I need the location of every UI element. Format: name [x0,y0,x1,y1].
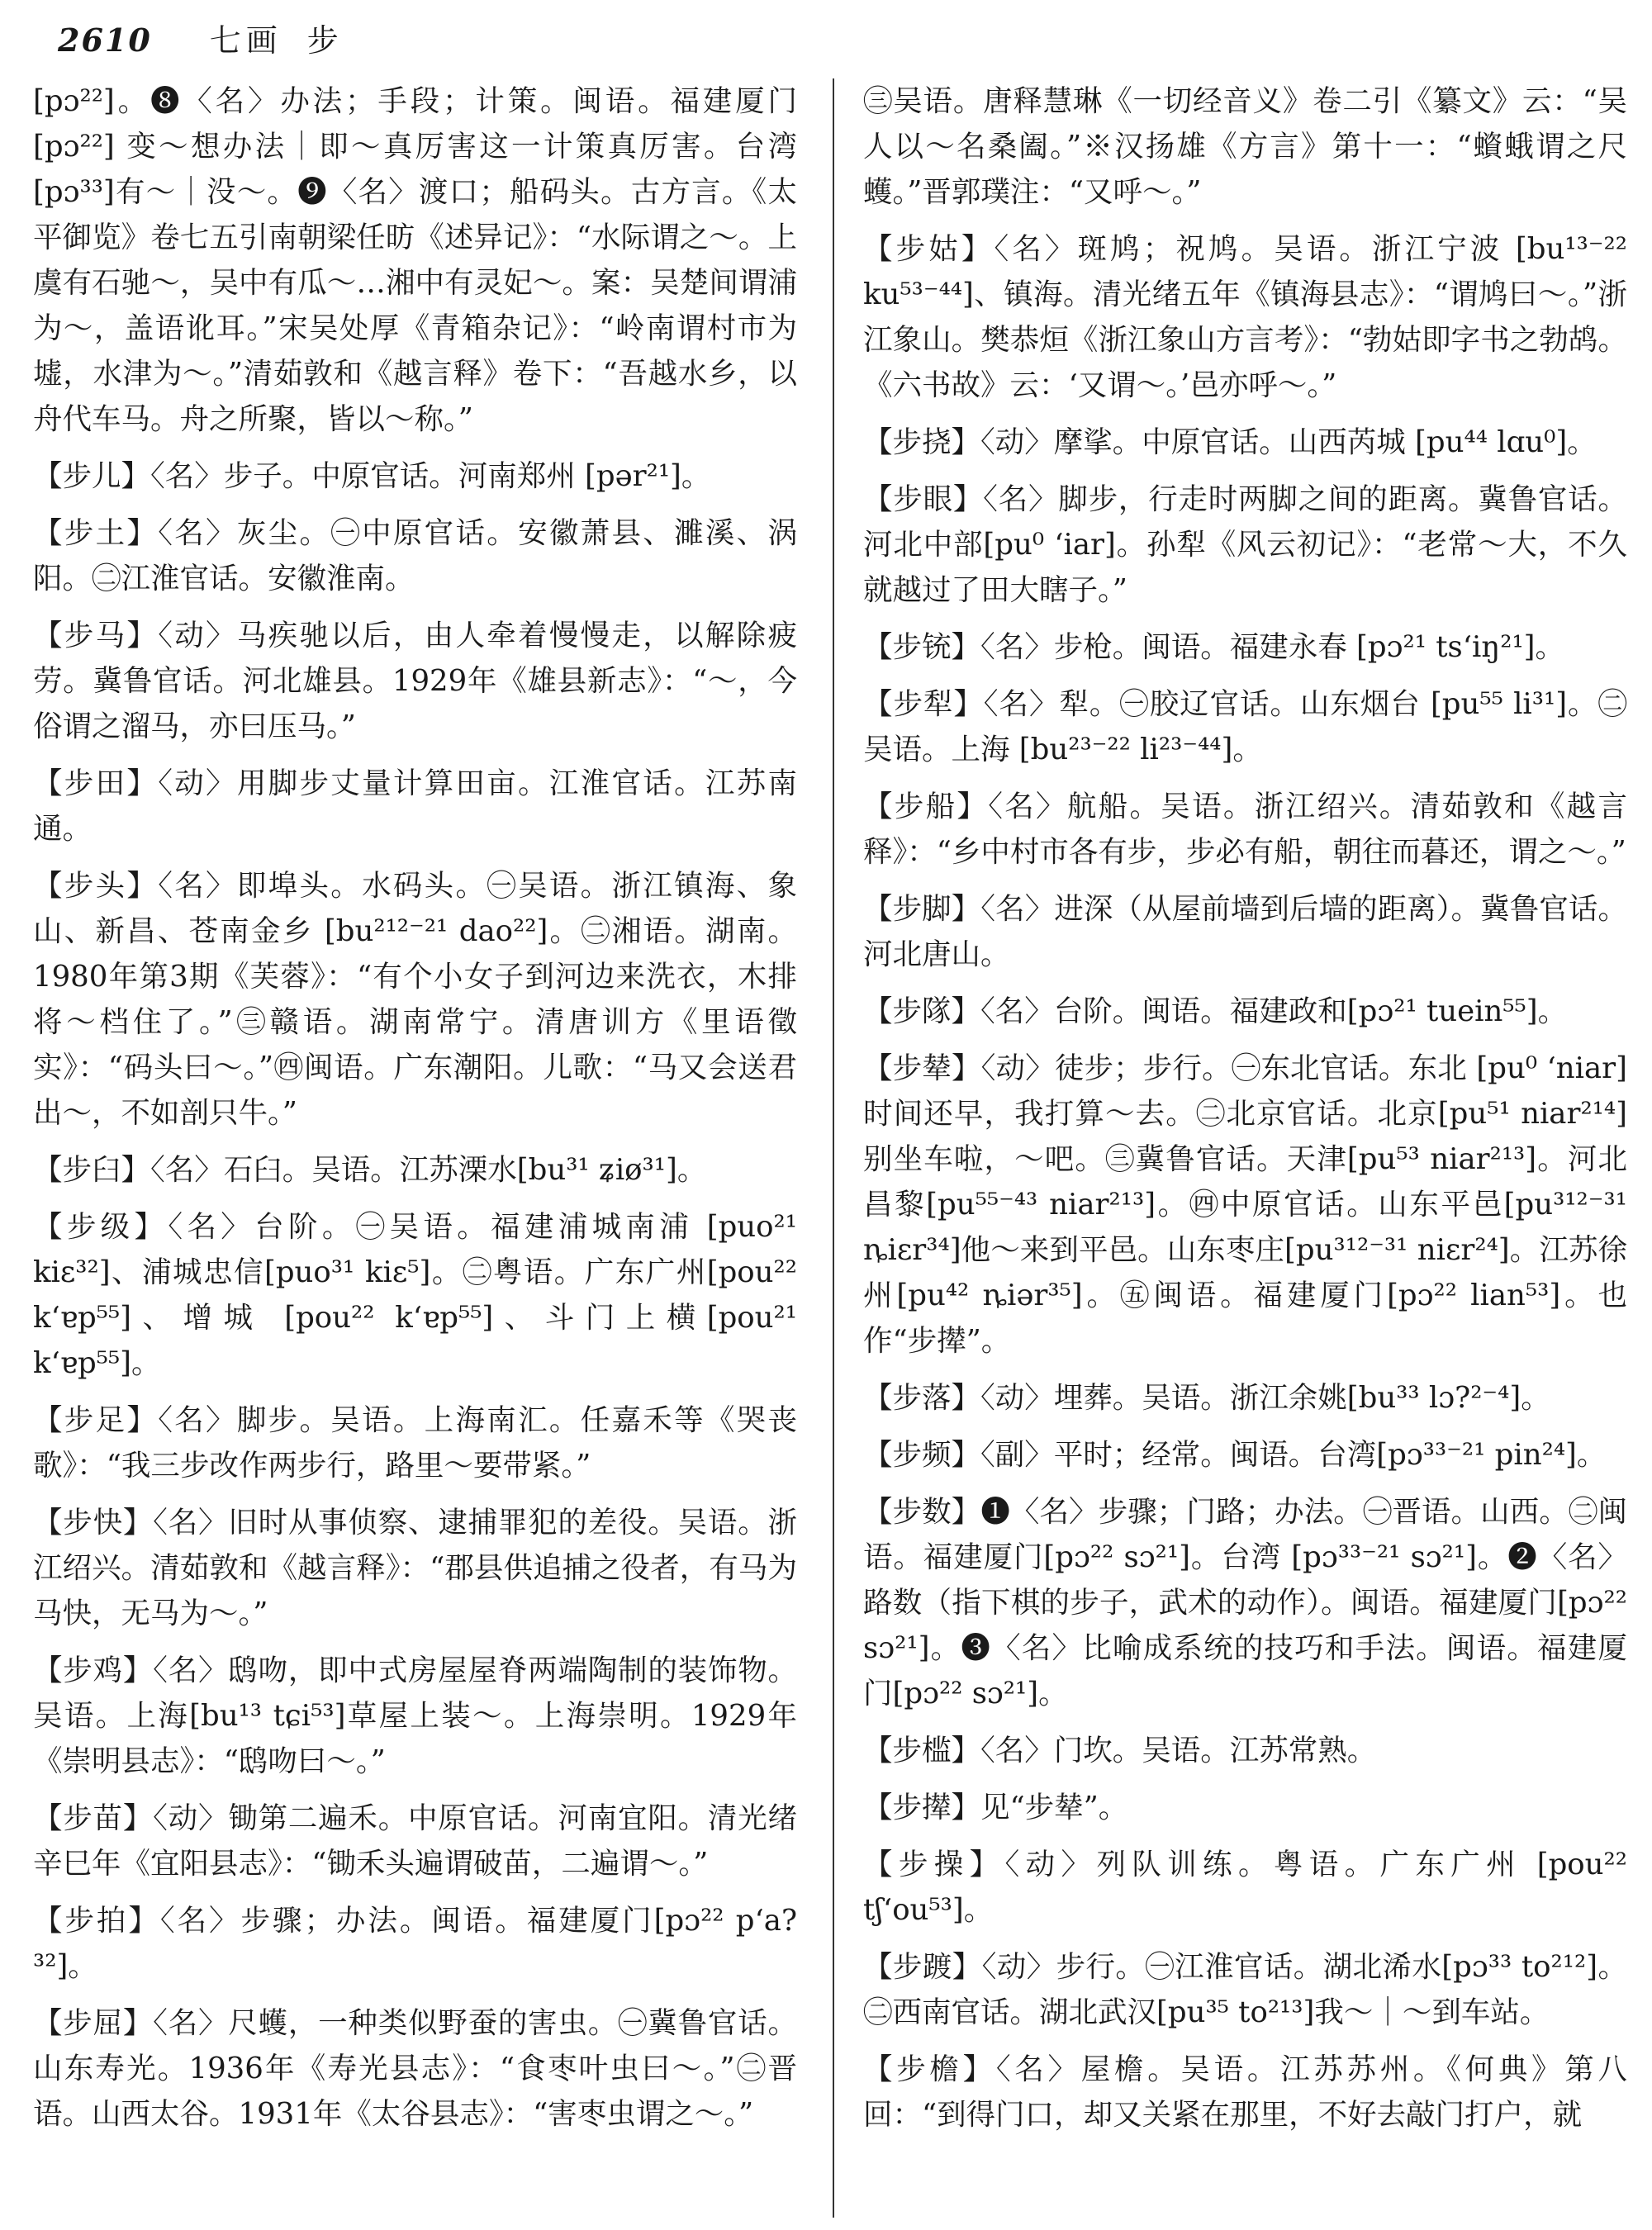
section-title: 七画 [209,22,282,59]
dictionary-entry: [pɔ²²]。❽〈名〉办法；手段；计策。闽语。福建厦门[pɔ²²] 变～想办法｜即～真厉害这一计策真厉害。台湾[pɔ³³]有～｜没～。❾〈名〉渡口；船码头。古方言。《太平御览》卷七五引南朝梁任昉《述异记》：“水际谓之～。上虞有石驰～，吴中有瓜～…湘中有灵妃～。案：吴楚间谓浦为～，盖语讹耳。”宋吴处厚《青箱杂记》：“岭南谓村市为墟，水津为～。”清茹敦和《越言释》卷下：“吾越水乡，以舟代车马。舟之所聚，皆以～称。” [33,84,797,436]
page-number: 2610 [58,21,152,59]
dictionary-entry: 【步挠】〈动〉摩挲。中原官话。山西芮城 [pu⁴⁴ lɑu⁰]。 [863,425,1597,459]
dictionary-entry: 【步操】〈动〉列队训练。粤语。广东广州 [pou²² tʃ‘ou⁵³]。 [863,1848,1627,1927]
dictionary-entry: ㊂吴语。唐释慧琳《一切经音义》卷二引《纂文》云：“吴人以～名桑阖。”※汉扬雄《方言》第十一：“蠀蛾谓之尺蠖。”晋郭璞注：“又呼～。” [863,84,1627,209]
dictionary-entry: 【步踱】〈动〉步行。㊀江淮官话。湖北浠水[pɔ³³ to²¹²]。㊁西南官话。湖北武汉[pu³⁵ to²¹³]我～｜～到车站。 [863,1950,1627,2029]
dictionary-entry: 【步拍】〈名〉步骤；办法。闽语。福建厦门[pɔ²² p‘a?³²]。 [33,1904,797,1983]
dictionary-entry: 【步隊】〈名〉台阶。闽语。福建政和[pɔ²¹ tuein⁵⁵]。 [863,994,1568,1028]
dictionary-entry: 【步姑】〈名〉斑鸠；祝鸠。吴语。浙江宁波 [bu¹³⁻²² ku⁵³⁻⁴⁴]、镇海。清光绪五年《镇海县志》：“谓鸠曰～。”浙江象山。樊恭烜《浙江象山方言考》：“勃姑即字书之勃鸪。《六书故》云：‘又谓～。’邑亦呼～。” [863,232,1627,402]
left-column [33,78,797,2218]
dictionary-entry: 【步屈】〈名〉尺蠖，一种类似野蚕的害虫。㊀冀鲁官话。山东寿光。1936年《寿光县志》：“食枣叶虫曰～。”㊁晋语。山西太谷。1931年《太谷县志》：“害枣虫谓之～。” [33,2006,797,2131]
dictionary-entry: 【步眼】〈名〉脚步，行走时两脚之间的距离。冀鲁官话。河北中部[pu⁰ ‘iar]。孙犁《风云初记》：“老常～大，不久就越过了田大瞎子。” [863,482,1627,607]
dictionary-entry: 【步脚】〈名〉进深（从屋前墙到后墙的距离）。冀鲁官话。河北唐山。 [863,892,1627,971]
column-divider [833,78,834,2218]
dictionary-entry: 【步频】〈副〉平时；经常。闽语。台湾[pɔ³³⁻²¹ pin²⁴]。 [863,1438,1607,1472]
dictionary-entry: 【步撵】见“步辇”。 [863,1791,1128,1824]
right-column [863,78,1627,2218]
dictionary-entry: 【步土】〈名〉灰尘。㊀中原官话。安徽萧县、濉溪、涡阳。㊁江淮官话。安徽淮南。 [33,516,797,595]
dictionary-entry: 【步数】❶〈名〉步骤；门路；办法。㊀晋语。山西。㊁闽语。福建厦门[pɔ²² sɔ²¹]。台湾 [pɔ³³⁻²¹ sɔ²¹]。❷〈名〉路数（指下棋的步子，武术的动作）。闽语。福建厦门[pɔ²² sɔ²¹]。❸〈名〉比喻成系统的技巧和手法。闽语。福建厦门[pɔ²² sɔ²¹]。 [863,1495,1627,1710]
dictionary-entry: 【步辇】〈动〉徒步；步行。㊀东北官话。东北 [pu⁰ ‘niar] 时间还早，我打算～去。㊁北京官话。北京[pu⁵¹ niar²¹⁴] 别坐车啦，～吧。㊂冀鲁官话。天津[pu⁵³ niar²¹³]。河北昌黎[pu⁵⁵⁻⁴³ niar²¹³]。㊃中原官话。山东平邑[pu³¹²⁻³¹ ȵiɛr³⁴]他～来到平邑。山东枣庄[pu³¹²⁻³¹ niɛr²⁴]。江苏徐州[pu⁴² ȵiər³⁵]。㊄闽语。福建厦门[pɔ²² lian⁵³]。也作“步撵”。 [863,1051,1627,1358]
dictionary-entry: 【步落】〈动〉埋葬。吴语。浙江余姚[bu³³ lɔ?²⁻⁴]。 [863,1381,1550,1415]
page-header [58,15,1611,64]
dictionary-entry: 【步苗】〈动〉锄第二遍禾。中原官话。河南宜阳。清光绪辛巳年《宜阳县志》：“锄禾头遍谓破苗，二遍谓～。” [33,1801,797,1881]
dictionary-entry: 【步犁】〈名〉犁。㊀胶辽官话。山东烟台 [pu⁵⁵ li³¹]。㊁吴语。上海 [bu²³⁻²² li²³⁻⁴⁴]。 [863,687,1627,766]
dictionary-entry: 【步田】〈动〉用脚步丈量计算田亩。江淮官话。江苏南通。 [33,766,797,846]
dictionary-entry: 【步檐】〈名〉屋檐。吴语。江苏苏州。《何典》第八回：“到得门口，却又关紧在那里，不好去敲门打户，就 [863,2052,1627,2132]
dictionary-entry: 【步鸡】〈名〉鸱吻，即中式房屋屋脊两端陶制的装饰物。吴语。上海[bu¹³ tɕi⁵³]草屋上装～。上海崇明。1929年《崇明县志》：“鸱吻曰～。” [33,1654,797,1778]
dictionary-entry: 【步快】〈名〉旧时从事侦察、逮捕罪犯的差役。吴语。浙江绍兴。清茹敦和《越言释》：“郡县供追捕之役者，有马为马快，无马为～。” [33,1506,797,1630]
dictionary-entry: 【步级】〈名〉台阶。㊀吴语。福建浦城南浦 [puo²¹ kiɛ³²]、浦城忠信[puo³¹ kiɛ⁵]。㊁粤语。广东广州[pou²² k‘ɐp⁵⁵]、增城 [pou²² k‘ɐp⁵⁵]、斗门上横[pou²¹ k‘ɐp⁵⁵]。 [33,1210,797,1380]
dictionary-entry: 【步儿】〈名〉步子。中原官话。河南郑州 [pər²¹]。 [33,459,711,493]
dictionary-entry: 【步足】〈名〉脚步。吴语。上海南汇。任嘉禾等《哭丧歌》：“我三步改作两步行，路里～要带紧。” [33,1403,797,1483]
dictionary-entry: 【步头】〈名〉即埠头。水码头。㊀吴语。浙江镇海、象山、新昌、苍南金乡 [bu²¹²⁻²¹ dao²²]。㊁湘语。湖南。1980年第3期《芙蓉》：“有个小女子到河边来洗衣，木排将～档住了。”㊂赣语。湖南常宁。清唐训方《里语徵实》：“码头曰～。”㊃闽语。广东潮阳。儿歌：“马又会送君出～，不如剖只牛。” [33,869,797,1130]
dictionary-entry: 【步船】〈名〉航船。吴语。浙江绍兴。清茹敦和《越言释》：“乡中村市各有步，步必有船，朝往而暮还，谓之～。” [863,790,1627,869]
section-character: 步 [306,22,339,59]
dictionary-entry: 【步马】〈动〉马疾驰以后，由人牵着慢慢走，以解除疲劳。冀鲁官话。河北雄县。1929年《雄县新志》：“～，今俗谓之溜马，亦曰压马。” [33,619,797,743]
dictionary-entry: 【步臼】〈名〉石臼。吴语。江苏溧水[bu³¹ ʑiø³¹]。 [33,1153,707,1187]
dictionary-entry: 【步铳】〈名〉步枪。闽语。福建永春 [pɔ²¹ ts‘iŋ²¹]。 [863,630,1565,664]
dictionary-entry: 【步槛】〈名〉门坎。吴语。江苏常熟。 [863,1734,1377,1767]
